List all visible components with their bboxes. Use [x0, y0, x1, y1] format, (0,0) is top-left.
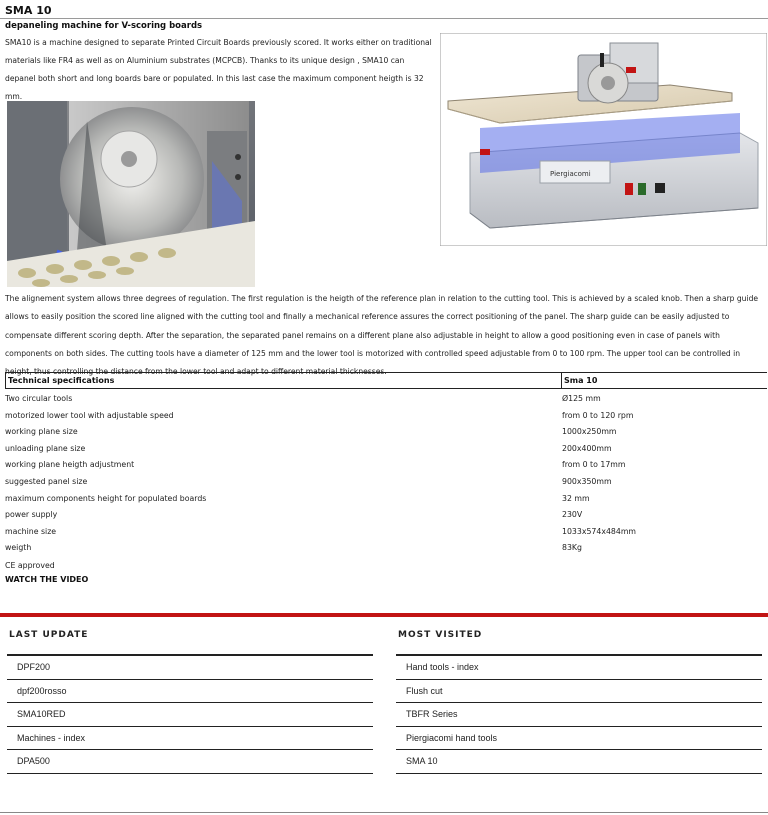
spec-value: from 0 to 120 rpm: [562, 410, 634, 420]
spec-value: from 0 to 17mm: [562, 460, 626, 470]
spec-value: 200x400mm: [562, 443, 612, 453]
spec-label: motorized lower tool with adjustable speed: [5, 410, 174, 420]
spec-value: Ø125 mm: [562, 394, 601, 403]
last-update-link-label: Machines - index: [17, 732, 86, 743]
most-visited-list: [396, 656, 762, 774]
spec-row: [5, 457, 765, 473]
specs-header-value: Sma 10: [564, 376, 598, 385]
spec-label: working plane size: [5, 427, 78, 437]
last-update-link[interactable]: [7, 750, 373, 774]
spec-row: [5, 540, 765, 556]
most-visited-link-label: Piergiacomi hand tools: [406, 732, 498, 743]
specs-header-label: Technical specifications: [8, 376, 115, 385]
last-update-link-label: dpf200rosso: [17, 685, 67, 696]
intro-paragraph: SMA10 is a machine designed to separate Printed Circuit Boards previously scored. It works either on traditional materials like FR4 as well as on Aluminium substrates (MCPCB). Thanks to its unique design , SMA10 can depanel both short and long boards bare or populated. In this last case the maximum component heigth is 32 mm.: [5, 38, 432, 101]
most-visited-link[interactable]: [396, 727, 762, 751]
spec-row: [5, 507, 765, 523]
last-update-link[interactable]: [7, 656, 373, 680]
spec-row: [5, 441, 765, 457]
spec-row: [5, 524, 765, 540]
last-update-section: [7, 630, 373, 774]
spec-value: 1000x250mm: [562, 427, 617, 437]
specs-header: [5, 372, 768, 389]
last-update-link[interactable]: [7, 727, 373, 751]
product-subtitle: depaneling machine for V-scoring boards: [5, 21, 203, 31]
spec-value: 1033x574x484mm: [562, 526, 637, 536]
spec-row: [5, 408, 765, 424]
spec-label: machine size: [5, 526, 57, 536]
page-title: SMA 10: [5, 4, 52, 17]
blade-closeup-photo: [7, 101, 255, 287]
spec-value: 32 mm: [562, 493, 590, 503]
last-update-link-label: DPF200: [17, 662, 51, 672]
most-visited-title: MOST VISITED: [398, 630, 483, 640]
specs-header-label-cell: [5, 372, 562, 389]
footer-bottom-rule: [0, 812, 768, 813]
spec-value: 83Kg: [562, 543, 582, 553]
spec-label: working plane heigth adjustment: [5, 460, 135, 470]
most-visited-link[interactable]: [396, 680, 762, 704]
last-update-link[interactable]: [7, 703, 373, 727]
most-visited-link[interactable]: [396, 750, 762, 774]
last-update-title: LAST UPDATE: [9, 630, 89, 640]
spec-row: [5, 424, 765, 440]
most-visited-link-label: SMA 10: [406, 756, 438, 766]
last-update-link-label: DPA500: [17, 756, 50, 766]
footer-accent-bar: [0, 613, 768, 617]
most-visited-link-label: Flush cut: [406, 685, 443, 696]
watch-video-link[interactable]: WATCH THE VIDEO: [5, 575, 89, 584]
spec-label: suggested panel size: [5, 477, 88, 486]
spec-label: Two circular tools: [5, 394, 73, 403]
most-visited-link[interactable]: [396, 656, 762, 680]
last-update-link-label: SMA10RED: [17, 709, 66, 719]
last-update-list: [7, 656, 373, 774]
description-paragraph: The alignement system allows three degrees of regulation. The first regulation is the heigth of the reference plan in relation to the cutting tool. This is achieved by a scaled knob. Then a sharp guide allows to easily position the scored line aligned with the cutting tool and finally a mechanical reference assures the correct positioning of the panel. The sharp guide can be easily adjusted to compensate different scoring depth. After the separation, the separated panel remains on a different plane also adjustable in height to allow a good positioning even in case of panels with components on both sides. The cutting tools have a diameter of 125 mm and the lower tool is motorized with controlled speed adjustable from 0 to 100 rpm. The upper tool can be controlled in height, thus controlling the distance from the lower tool and adapt to different material thicknesses.: [5, 294, 759, 377]
most-visited-link[interactable]: [396, 703, 762, 727]
spec-label: unloading plane size: [5, 443, 86, 453]
spec-row: [5, 391, 765, 407]
last-update-link[interactable]: [7, 680, 373, 704]
spec-value: 230V: [562, 510, 583, 520]
ce-approved: CE approved: [5, 561, 55, 570]
machine-brand-plate: Piergiacomi: [550, 170, 591, 178]
most-visited-section: [396, 630, 762, 774]
spec-label: weigth: [5, 543, 32, 553]
spec-label: power supply: [5, 510, 58, 520]
spec-value: 900x350mm: [562, 477, 612, 486]
title-divider: [0, 18, 768, 19]
machine-photo: [440, 33, 767, 246]
spec-row: [5, 474, 765, 490]
spec-label: maximum components height for populated boards: [5, 493, 207, 503]
most-visited-link-label: TBFR Series: [406, 709, 458, 719]
spec-row: [5, 491, 765, 507]
most-visited-link-label: Hand tools - index: [406, 662, 479, 672]
specs-header-value-cell: [562, 372, 767, 389]
